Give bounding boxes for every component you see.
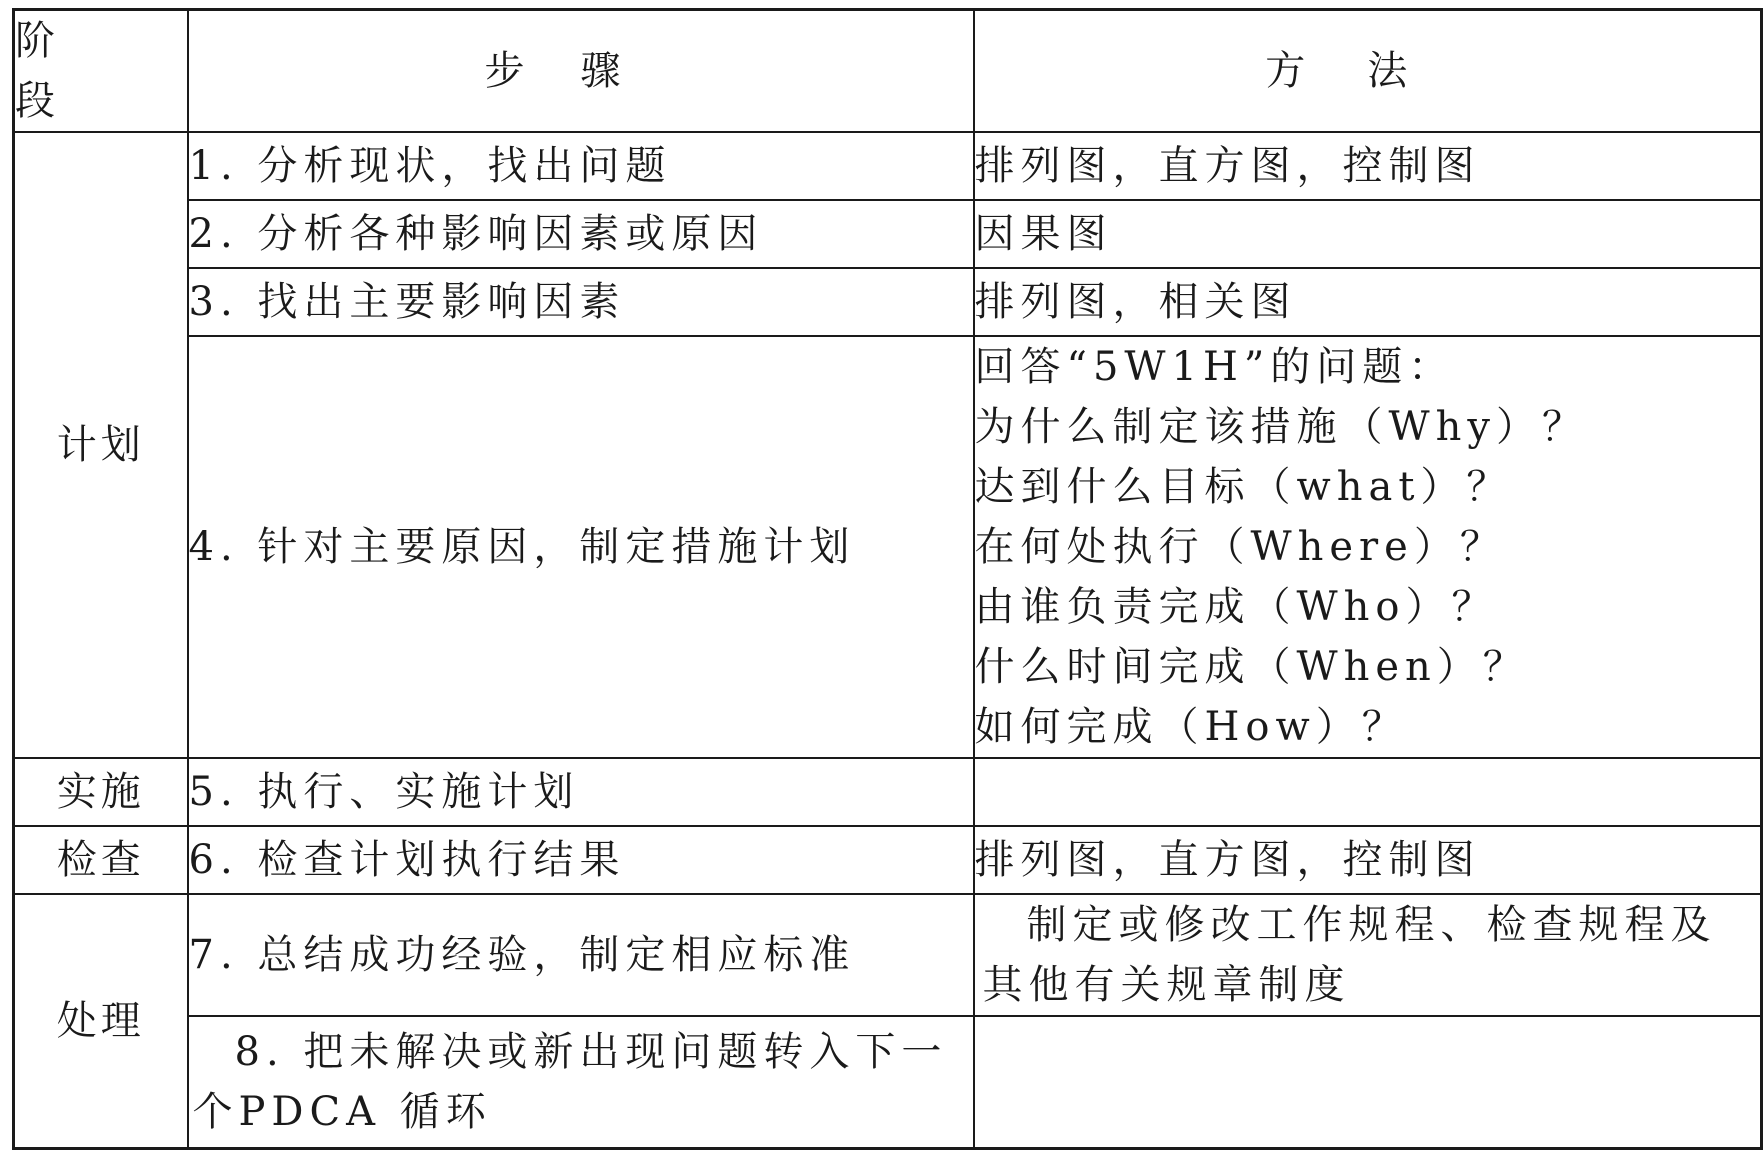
method-line: 如何完成（How）？ (974, 704, 1408, 750)
stage-act: 处理 (14, 894, 188, 1149)
stage-plan: 计划 (14, 132, 188, 758)
table-header-row (14, 10, 1762, 133)
method-cell: 制定或修改工作规程、检查规程及其他有关规章制度 (974, 894, 1762, 1016)
method-cell (974, 758, 1762, 826)
method-line: 为什么制定该措施（Why）？ (974, 404, 1588, 450)
step-cell: 7. 总结成功经验，制定相应标准 (188, 894, 974, 1016)
step-cell: 4. 针对主要原因，制定措施计划 (188, 336, 974, 758)
method-line: 回答“5W1H”的问题： (974, 344, 1455, 390)
table-row (14, 826, 1762, 894)
table-row (14, 200, 1762, 268)
table-row (14, 894, 1762, 1016)
header-stage: 阶段 (14, 10, 188, 133)
method-line: 什么时间完成（When）？ (974, 644, 1529, 690)
pdca-table (12, 8, 1763, 1150)
step-cell: 1. 分析现状，找出问题 (188, 132, 974, 200)
table-row (14, 758, 1762, 826)
method-cell-5w1h (974, 336, 1762, 758)
header-step: 步骤 (188, 10, 974, 133)
step-cell: 3. 找出主要影响因素 (188, 268, 974, 336)
table-row (14, 336, 1762, 758)
header-method: 方法 (974, 10, 1762, 133)
method-cell: 排列图，直方图，控制图 (974, 826, 1762, 894)
step-cell: 2. 分析各种影响因素或原因 (188, 200, 974, 268)
step-cell: 8. 把未解决或新出现问题转入下一个PDCA 循环 (188, 1016, 974, 1149)
table-row (14, 1016, 1762, 1149)
method-cell: 排列图，直方图，控制图 (974, 132, 1762, 200)
method-cell: 排列图，相关图 (974, 268, 1762, 336)
method-line: 由谁负责完成（Who）？ (974, 584, 1498, 630)
table-row (14, 268, 1762, 336)
method-cell: 因果图 (974, 200, 1762, 268)
stage-do: 实施 (14, 758, 188, 826)
step-cell: 5. 执行、实施计划 (188, 758, 974, 826)
method-line: 在何处执行（Where）？ (974, 524, 1506, 570)
method-line: 达到什么目标（what）？ (974, 464, 1513, 510)
table-row (14, 132, 1762, 200)
step-cell: 6. 检查计划执行结果 (188, 826, 974, 894)
method-cell (974, 1016, 1762, 1149)
stage-check: 检查 (14, 826, 188, 894)
